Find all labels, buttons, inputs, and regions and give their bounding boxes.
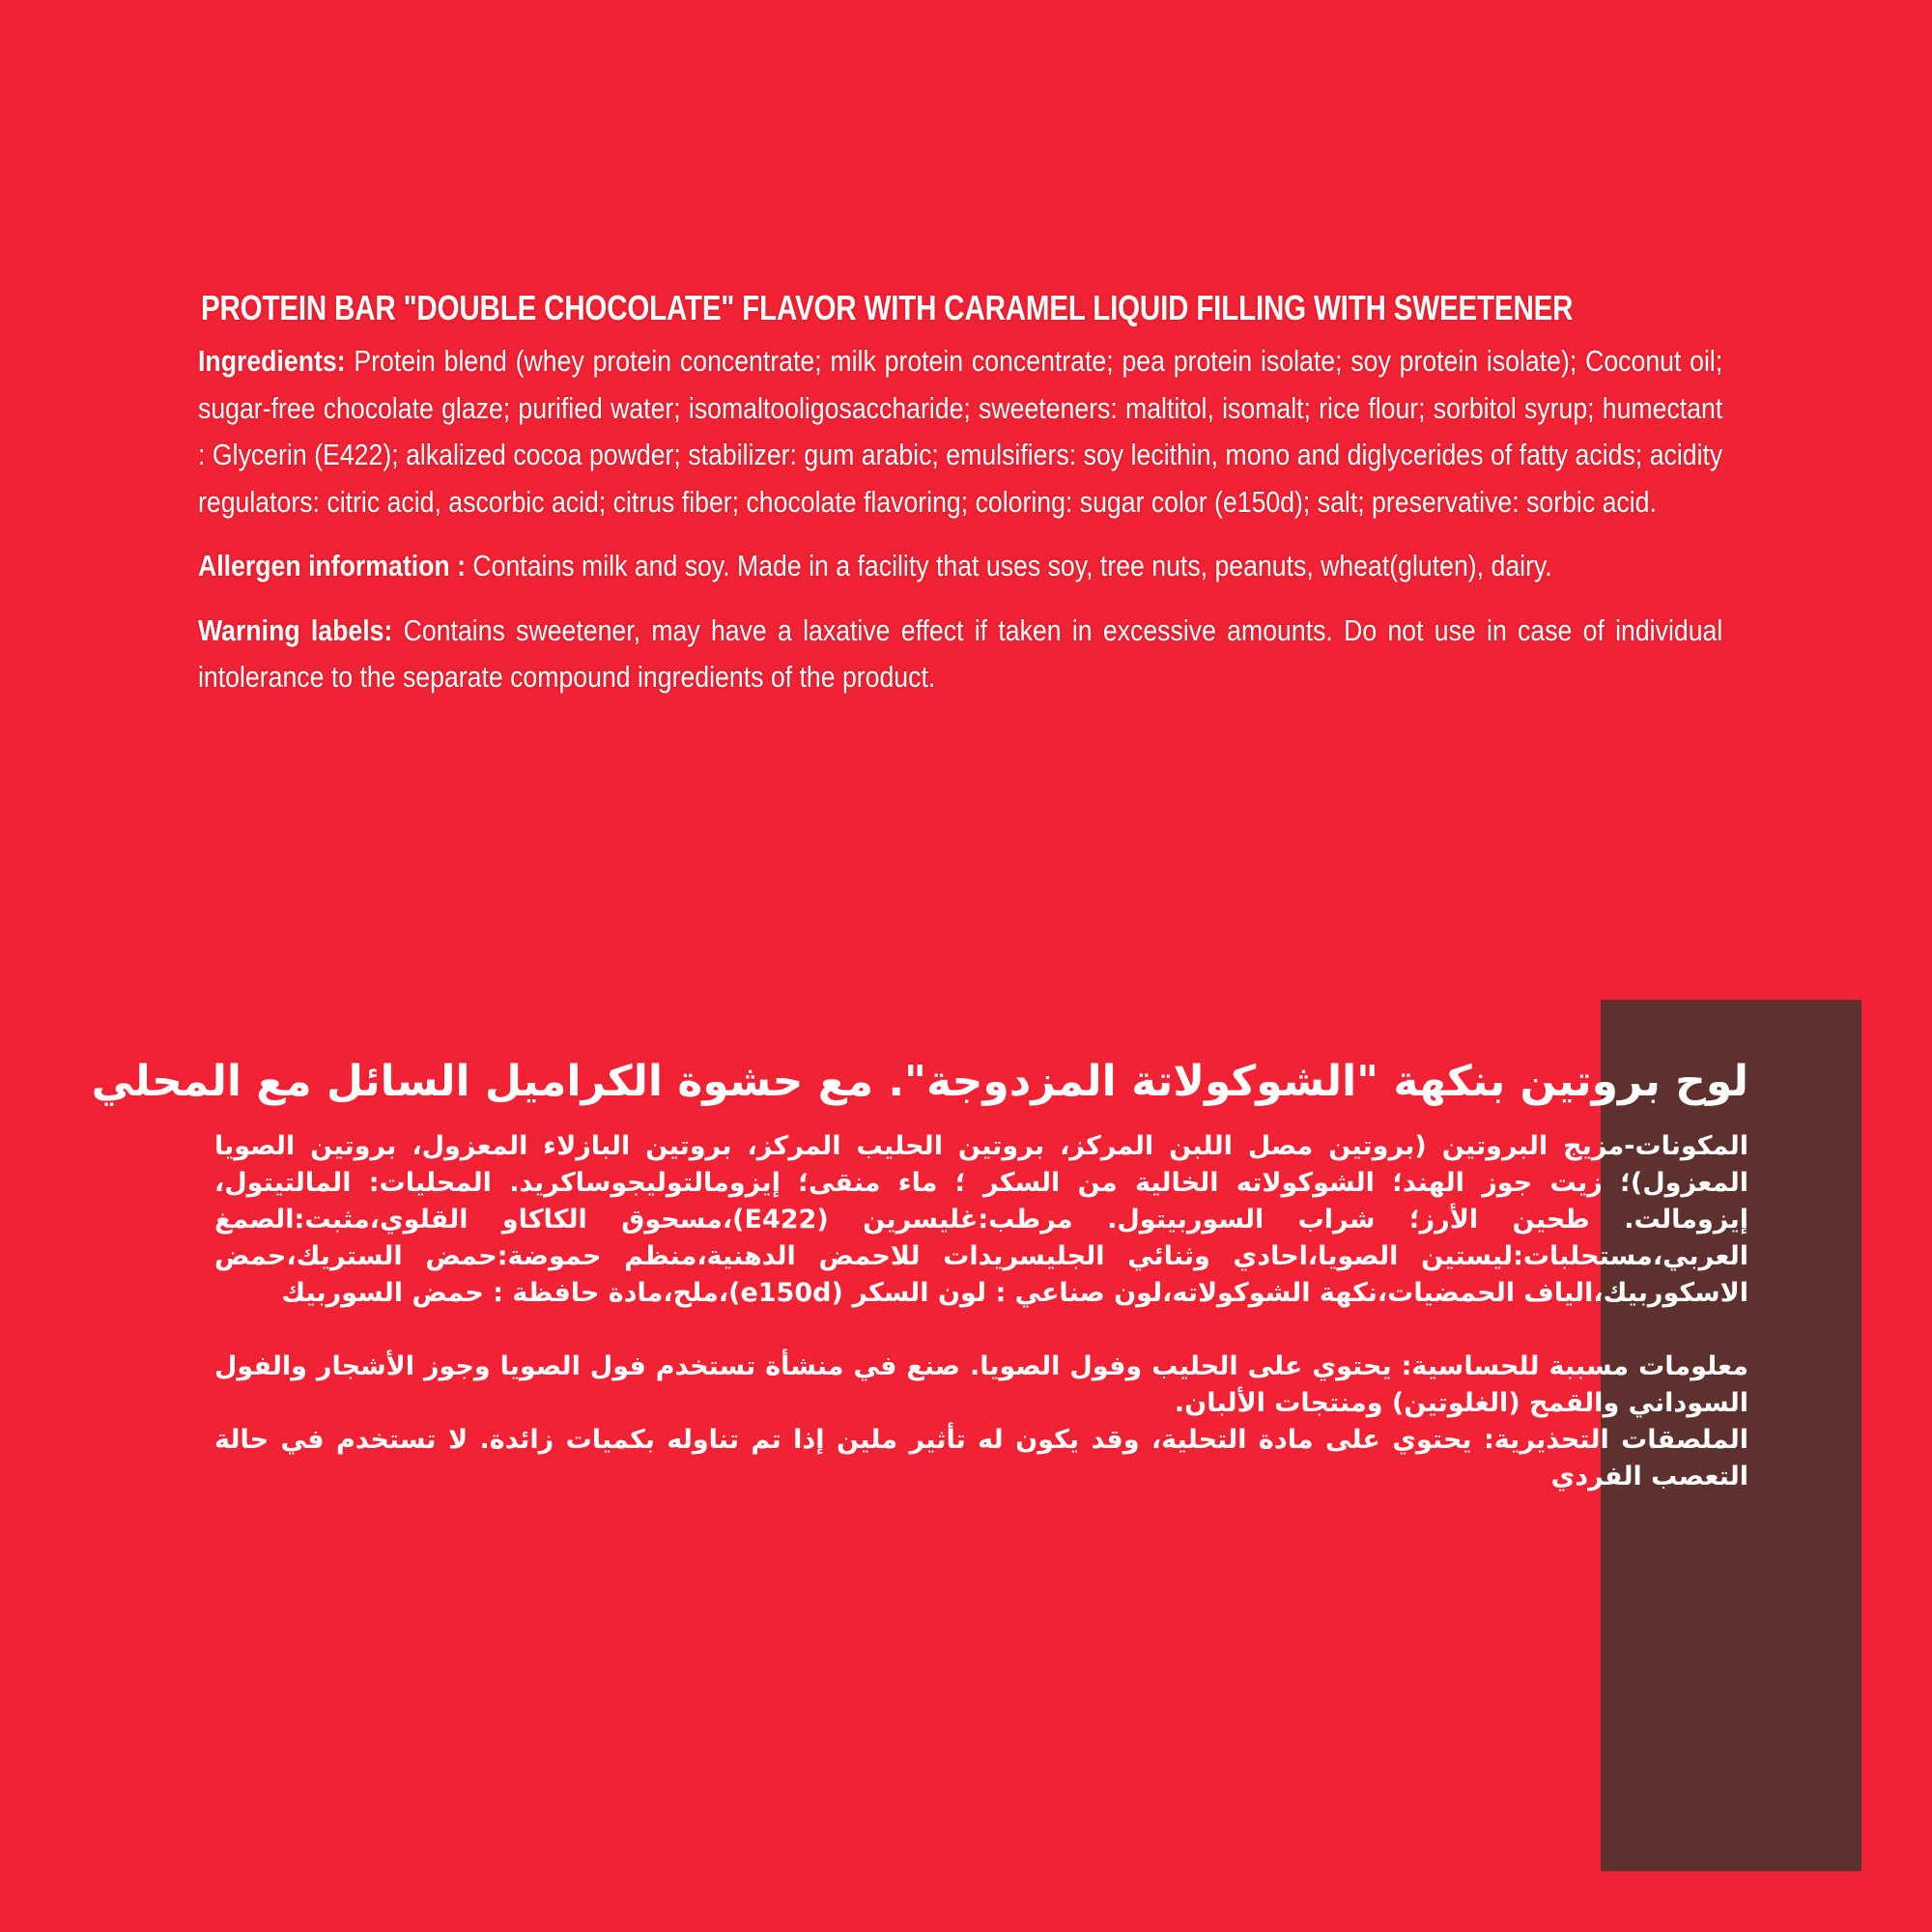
- english-warning-labels: [198, 608, 1722, 701]
- ingredients-label: Ingredients:: [198, 344, 346, 378]
- english-allergen-info: [198, 543, 1722, 590]
- ingredients-text: Protein blend (whey protein concentrate; milk protein concentrate; pea protein isolate; soy protein isolate); Coconut oil; sugar-free chocolate glaze; purified water; isomaltooligosaccharide; sweeteners: maltitol, isomalt; rice flour; sorbitol syrup; humectant : Glycerin (E422); alkalized cocoa powder; stabilizer: gum arabic; emulsifiers: soy lecithin, mono and diglycerides of fatty acids; acidity regulators: citric acid, ascorbic acid; citrus fiber; chocolate flavoring; coloring: sugar color (e150d); salt; preservative: sorbic acid.: [198, 344, 1723, 519]
- allergen-label: Allergen information :: [198, 549, 466, 582]
- arabic-ingredients: المكونات-مزيج البروتين (بروتين مصل اللبن المركز، بروتين الحليب المركز، بروتين البازلاء المعزول، بروتين الصويا المعزول)؛ زيت جوز الهند؛ الشوكولاته الخالية من السكر ؛ ماء منقى؛ إيزومالتوليجوساكريد. المحليات: المالتيتول، إيزومالت. طحين الأرز؛ شراب السوربيتول. مرطب:غليسرين (E422)،مسحوق الكاكاو القلوي،مثبت:الصمغ العربي،مستحلبات:ليستين الصويا،احادي وثنائي الجليسريدات للاحمض الدهنية،منظم حموضة:حمض الستريك،حمض الاسكوربيك،الياف الحمضيات،نكهة الشوكولاته،لون صناعي : لون السكر (e150d)،ملح،مادة حافظة : حمض السوربيك: [214, 1131, 1748, 1308]
- arabic-warning-labels: الملصقات التحذيرية: يحتوي على مادة التحلية، وقد يكون له تأثير ملين إذا تم تناوله بكميات زائدة. لا تستخدم في حالة التعصب الفردي: [214, 1425, 1748, 1492]
- warning-text: Contains sweetener, may have a laxative effect if taken in excessive amounts. Do not use in case of individual intolerance to the separate compound ingredients of the product.: [198, 612, 1723, 694]
- arabic-label-section: [91, 1053, 1748, 1495]
- arabic-allergen-info: معلومات مسببة للحساسية: يحتوي على الحليب وفول الصويا. صنع في منشأة تستخدم فول الصويا وجوز الأشجار والفول السوداني والقمح (الغلوتين) ومنتجات الألبان.: [214, 1351, 1748, 1418]
- english-label-section: [198, 288, 1722, 701]
- allergen-text: Contains milk and soy. Made in a facility that uses soy, tree nuts, peanuts, wheat(gluten), dairy.: [465, 549, 1552, 582]
- english-product-title: PROTEIN BAR "DOUBLE CHOCOLATE" FLAVOR WITH CARAMEL LIQUID FILLING WITH SWEETENER: [201, 288, 1574, 327]
- warning-label: Warning labels:: [198, 612, 393, 647]
- arabic-product-title: لوح بروتين بنكهة "الشوكولاتة المزدوجة". مع حشوة الكراميل السائل مع المحلي: [91, 1057, 1748, 1106]
- english-ingredients: [198, 338, 1722, 526]
